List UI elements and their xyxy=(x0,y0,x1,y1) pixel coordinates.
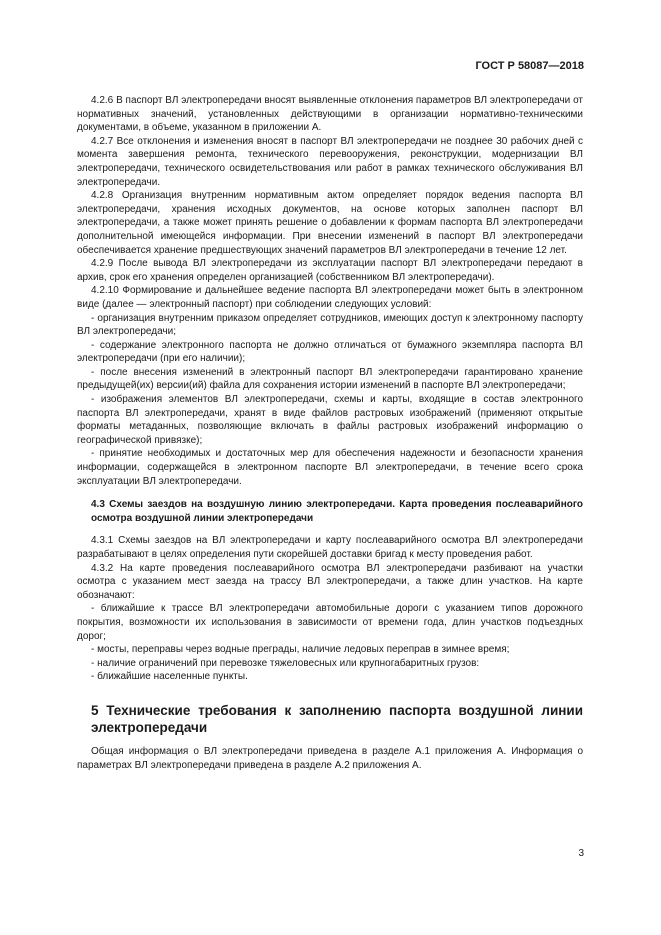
list-item: - ближайшие к трассе ВЛ электропередачи автомобильные дороги с указанием типов дорожного покрытия, возможности их использования в зависимости от времени года, длин участков подъездных дорог; xyxy=(77,603,583,642)
list-item: - после внесения изменений в электронный паспорт ВЛ электропередачи гарантировано хранение предыдущей(их) версии(ий) файла для сохранения истории изменений в паспорте ВЛ электропередачи; xyxy=(77,366,583,392)
clause-4-2-8: 4.2.8 Организация внутренним нормативным актом определяет порядок ведения паспорта ВЛ электропередачи, хранения исходных документов, на основе которых заполнен паспорт ВЛ электропередачи, а также может принять решение о добавлении к формам паспорта ВЛ электропередачи дополнительной имеющейся информации. При внесении изменений в паспорт ВЛ электропередачи обеспечивается хранение предшествующих значений параметров ВЛ электропередачи в течение 12 лет. xyxy=(77,190,583,256)
document-body xyxy=(77,94,583,772)
clause-4-3-2: 4.3.2 На карте проведения послеаварийного осмотра ВЛ электропередачи разбивают на участки осмотра с указанием мест заезда на трассу ВЛ электропередачи, а также длин участков. На карте обозначают: xyxy=(77,562,583,601)
section-5-intro: Общая информация о ВЛ электропередачи приведена в разделе А.1 приложения А. Информация о параметрах ВЛ электропередачи приведена в разделе А.2 приложения А. xyxy=(77,745,583,771)
list-item: - мосты, переправы через водные преграды, наличие ледовых переправ в зимнее время; xyxy=(91,644,510,656)
clause-4-2-7: 4.2.7 Все отклонения и изменения вносят в паспорт ВЛ электропередачи не позднее 30 рабочих дней с момента завершения ремонта, технического перевооружения, реконструкции, модернизации ВЛ электропередачи, технического освидетельствования или работ в рамках технического обслуживания ВЛ электропередачи. xyxy=(77,135,583,188)
list-item: - ближайшие населенные пункты. xyxy=(91,671,248,683)
clause-4-2-6: 4.2.6 В паспорт ВЛ электропередачи вносят выявленные отклонения параметров ВЛ электропередачи от нормативных значений, установленных действующими в организации нормативно-техническими документами, в объеме, указанном в приложении А. xyxy=(77,95,583,134)
section-heading-5: 5 Технические требования к заполнению паспорта воздушной линии электропередачи xyxy=(91,702,583,735)
subsection-heading-4-3: 4.3 Схемы заездов на воздушную линию электропередачи. Карта проведения послеаварийного осмотра воздушной линии электропередачи xyxy=(91,499,583,524)
list-item: - наличие ограничений при перевозке тяжеловесных или крупногабаритных грузов: xyxy=(91,657,480,669)
clause-4-2-10: 4.2.10 Формирование и дальнейшее ведение паспорта ВЛ электропередачи может быть в электронном виде (далее — электронный паспорт) при соблюдении следующих условий: xyxy=(77,285,583,310)
page-number: 3 xyxy=(578,848,584,859)
clause-4-3-1: 4.3.1 Схемы заездов на ВЛ электропередачи и карту послеаварийного осмотра ВЛ электропередачи разрабатывают в целях определения пути скорейшей доставки бригад к месту проведения работ. xyxy=(77,535,583,560)
list-item: - организация внутренним приказом определяет сотрудников, имеющих доступ к электронному паспорту ВЛ электропередачи; xyxy=(77,312,583,338)
clause-4-2-9: 4.2.9 После вывода ВЛ электропередачи из эксплуатации паспорт ВЛ электропередачи передают в архив, срок его хранения определен организацией (собственником ВЛ электропередачи). xyxy=(77,258,583,283)
list-item: - изображения элементов ВЛ электропередачи, схемы и карты, входящие в состав электронного паспорта ВЛ электропередачи, хранят в виде файлов растровых изображений (применяют открытые форматы метаданных, позволяющие включать в файлы растровых изображений информацию о географической привязке); xyxy=(77,394,583,446)
list-item: - принятие необходимых и достаточных мер для обеспечения надежности и безопасности хранения информации, содержащейся в электронном паспорте ВЛ электропередачи, в течение всего срока эксплуатации ВЛ электропередачи. xyxy=(77,448,583,487)
standard-header: ГОСТ Р 58087—2018 xyxy=(475,60,584,72)
list-item: - содержание электронного паспорта не должно отличаться от бумажного экземпляра паспорта ВЛ электропередачи (при его наличии); xyxy=(77,339,583,365)
